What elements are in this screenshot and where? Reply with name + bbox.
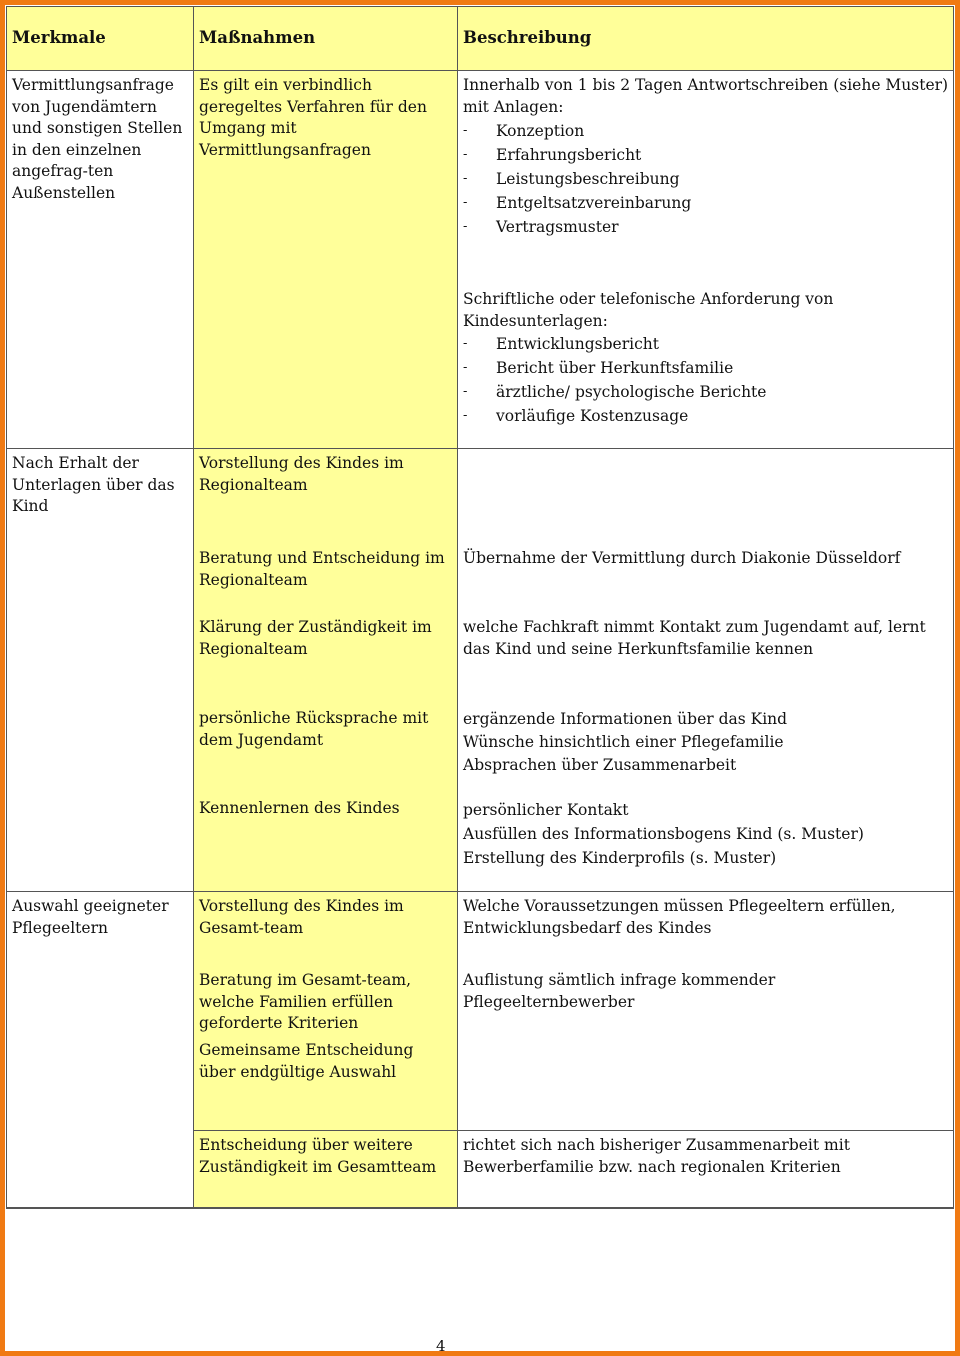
row3-merkmal: Auswahl geeigneter Pflegeeltern: [12, 897, 169, 937]
row1-intro: [463, 75, 949, 239]
list-item: - Bericht über Herkunftsfamilie: [463, 356, 949, 380]
header-merkmale: [6, 6, 194, 71]
row2-b5-line: Ausfüllen des Informationsbogens Kind (s. Muster): [463, 825, 864, 843]
list-item: - Entwicklungsbericht: [463, 332, 949, 356]
row1-massnahme-cell: [194, 71, 458, 449]
list-item: - ärztliche/ psychologische Berichte: [463, 380, 949, 404]
row2-b5-line: Erstellung des Kinderprofils (s. Muster): [463, 849, 777, 867]
row3-m1: Vorstellung des Kindes im Gesamt-team: [199, 897, 404, 937]
list-item: - Konzeption: [463, 119, 949, 143]
list-item: - Entgeltsatzvereinbarung: [463, 191, 949, 215]
row2-m3: Klärung der Zuständigkeit im Regionalteam: [199, 618, 432, 658]
header-massnahmen-label: Maßnahmen: [199, 28, 316, 47]
list-item: - Vertragsmuster: [463, 215, 949, 239]
list-item: - vorläufige Kostenzusage: [463, 404, 949, 428]
unterlagen-list: [463, 332, 949, 428]
row4-beschreibung: richtet sich nach bisheriger Zusammenarbeit mit Bewerberfamilie bzw. nach regionalen Kriterien: [463, 1136, 850, 1176]
row2-merkmal-cell: [6, 449, 194, 892]
row2-b4-line: Wünsche hinsichtlich einer Pflegefamilie: [463, 733, 784, 751]
procedure-table: [6, 6, 954, 1209]
row3-m3: Gemeinsame Entscheidung über endgültige Auswahl: [199, 1041, 414, 1081]
row2-merkmal: Nach Erhalt der Unterlagen über das Kind: [12, 454, 175, 515]
row2-m1: Vorstellung des Kindes im Regionalteam: [199, 454, 404, 494]
row2-b2: Übernahme der Vermittlung durch Diakonie Düsseldorf: [463, 549, 901, 567]
anlagen-list: [463, 119, 949, 239]
row2-m5: Kennenlernen des Kindes: [199, 799, 400, 817]
row1-intro-text: Innerhalb von 1 bis 2 Tagen Antwortschreiben (siehe Muster) mit Anlagen:: [463, 76, 949, 116]
row2-m2: Beratung und Entscheidung im Regionalteam: [199, 549, 445, 589]
page-number: 4: [436, 1337, 446, 1355]
row2-b4-line: Absprachen über Zusammenarbeit: [463, 756, 737, 774]
row2-b4-line: ergänzende Informationen über das Kind: [463, 710, 788, 728]
row2-m4: persönliche Rücksprache mit dem Jugendamt: [199, 709, 429, 749]
row2-massnahme-cell: [194, 449, 458, 892]
row1-massnahme: Es gilt ein verbindlich geregeltes Verfahren für den Umgang mit Vermittlungsanfragen: [199, 76, 427, 159]
header-merkmale-label: Merkmale: [12, 28, 106, 47]
row1-intro2-text: Schriftliche oder telefonische Anforderung von Kindesunterlagen:: [463, 290, 834, 330]
header-beschreibung-label: Beschreibung: [463, 28, 592, 47]
row3-b1: Welche Voraussetzungen müssen Pflegeeltern erfüllen, Entwicklungsbedarf des Kindes: [463, 897, 896, 937]
row3-b2: Auflistung sämtlich infrage kommender Pflegeelternbewerber: [463, 971, 776, 1011]
row3-massnahme-cell: [194, 892, 458, 1131]
row2-b4: [463, 708, 949, 777]
row2-b5: [463, 798, 949, 870]
row3-merkmal-cell: [6, 892, 194, 1208]
list-item: - Leistungsbeschreibung: [463, 167, 949, 191]
row4-massnahme: Entscheidung über weitere Zuständigkeit im Gesamtteam: [199, 1136, 437, 1176]
row1-beschreibung-cell: [458, 71, 954, 449]
row1-merkmal-cell: [6, 71, 194, 449]
row1-intro2: [463, 289, 949, 428]
row3-beschreibung-cell: [458, 892, 954, 1131]
row4-massnahme-cell: [194, 1131, 458, 1208]
list-item: - Erfahrungsbericht: [463, 143, 949, 167]
row4-beschreibung-cell: [458, 1131, 954, 1208]
row3-m2: Beratung im Gesamt-team, welche Familien erfüllen geforderte Kriterien: [199, 971, 412, 1032]
header-massnahmen: [194, 6, 458, 71]
header-beschreibung: [458, 6, 954, 71]
row1-merkmal: Vermittlungsanfrage von Jugendämtern und sonstigen Stellen in den einzelnen angefrag-ten Außenstellen: [12, 76, 183, 202]
row2-b3: welche Fachkraft nimmt Kontakt zum Jugendamt auf, lernt das Kind und seine Herkunftsfamilie kennen: [463, 618, 926, 658]
row2-beschreibung-cell: [458, 449, 954, 892]
row2-b5-line: persönlicher Kontakt: [463, 801, 629, 819]
